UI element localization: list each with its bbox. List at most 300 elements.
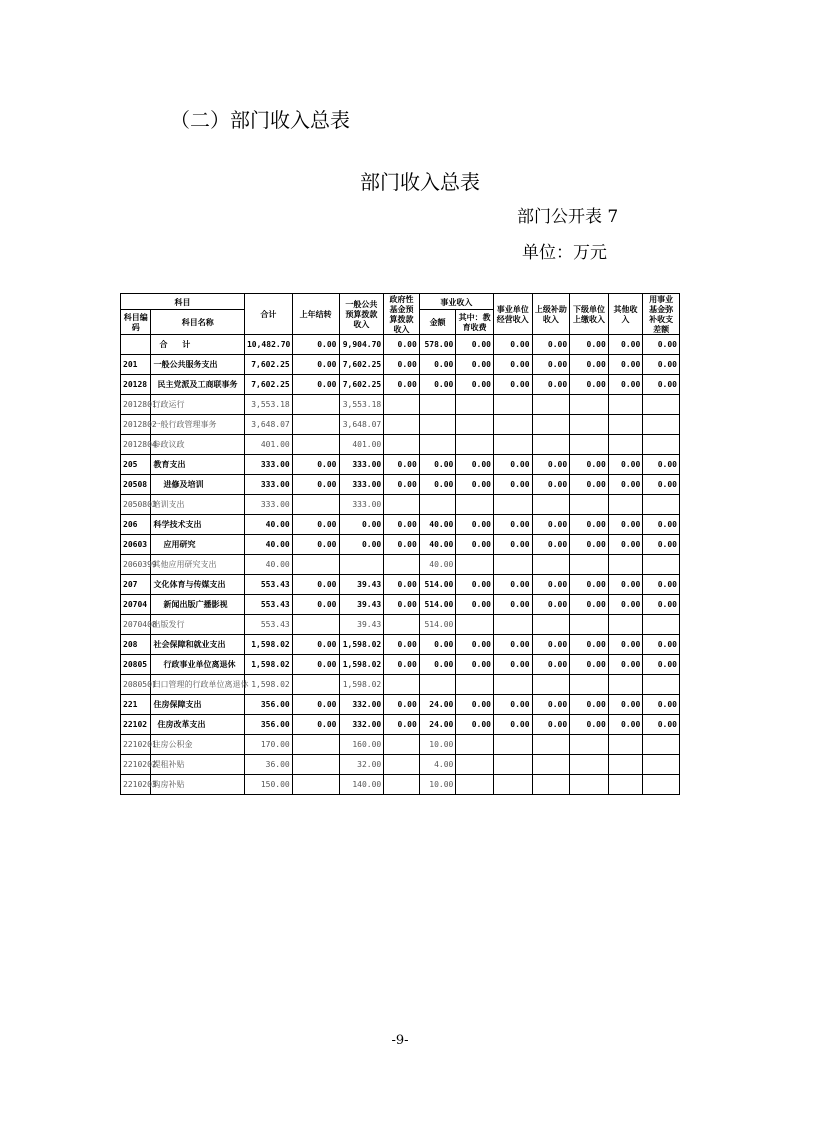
- cell-value: 0.00: [643, 635, 680, 655]
- cell-value: 0.00: [608, 355, 643, 375]
- header-subordinate: 下级单位上缴收入: [570, 294, 609, 335]
- cell-value: 24.00: [419, 715, 456, 735]
- table-row: [121, 395, 680, 415]
- header-amount: 金额: [419, 310, 456, 335]
- cell-value: 0.00: [456, 535, 494, 555]
- cell-value: 332.00: [339, 695, 384, 715]
- header-total: 合计: [244, 294, 292, 335]
- cell-value: [456, 495, 494, 515]
- cell-name: 进修及培训: [151, 475, 245, 495]
- cell-name: 科学技术支出: [151, 515, 245, 535]
- cell-value: 0.00: [643, 335, 680, 355]
- cell-value: 0.00: [570, 655, 609, 675]
- cell-value: [608, 395, 643, 415]
- cell-code: 22102: [121, 715, 151, 735]
- table-row: [121, 495, 680, 515]
- cell-value: 0.00: [532, 595, 570, 615]
- cell-value: [456, 415, 494, 435]
- cell-value: 0.00: [292, 455, 339, 475]
- cell-value: [643, 675, 680, 695]
- cell-code: 221: [121, 695, 151, 715]
- cell-value: [608, 495, 643, 515]
- cell-value: [570, 435, 609, 455]
- table-row: [121, 775, 680, 795]
- cell-code: 20704: [121, 595, 151, 615]
- cell-value: [643, 435, 680, 455]
- header-operating: 事业单位经营收入: [493, 294, 532, 335]
- cell-value: 0.00: [456, 635, 494, 655]
- cell-value: 0.00: [493, 375, 532, 395]
- cell-value: 0.00: [419, 375, 456, 395]
- cell-value: 1,598.02: [339, 675, 384, 695]
- cell-value: 0.00: [570, 635, 609, 655]
- cell-value: 0.00: [643, 695, 680, 715]
- cell-value: [493, 395, 532, 415]
- cell-value: 0.00: [493, 335, 532, 355]
- cell-value: [570, 495, 609, 515]
- cell-value: [493, 615, 532, 635]
- cell-name: 民主党派及工商联事务: [151, 375, 245, 395]
- table-row: [121, 455, 680, 475]
- cell-value: [456, 435, 494, 455]
- cell-value: 333.00: [339, 495, 384, 515]
- cell-value: [570, 755, 609, 775]
- cell-value: [570, 775, 609, 795]
- cell-code: 205: [121, 455, 151, 475]
- cell-value: 40.00: [419, 555, 456, 575]
- cell-value: 0.00: [493, 535, 532, 555]
- cell-code: 2080501: [121, 675, 151, 695]
- cell-name: 教育支出: [151, 455, 245, 475]
- cell-code: 2060399: [121, 555, 151, 575]
- cell-code: 2210202: [121, 755, 151, 775]
- cell-value: [384, 755, 420, 775]
- cell-value: 0.00: [419, 635, 456, 655]
- table-row: [121, 515, 680, 535]
- cell-value: [532, 395, 570, 415]
- cell-value: [384, 415, 420, 435]
- cell-value: 0.00: [570, 535, 609, 555]
- cell-value: 10,482.70: [244, 335, 292, 355]
- cell-value: 32.00: [339, 755, 384, 775]
- cell-value: 1,598.02: [244, 675, 292, 695]
- cell-value: [608, 775, 643, 795]
- cell-value: 333.00: [244, 455, 292, 475]
- cell-value: 0.00: [608, 515, 643, 535]
- cell-value: 553.43: [244, 575, 292, 595]
- cell-value: 0.00: [570, 715, 609, 735]
- cell-value: 0.00: [532, 455, 570, 475]
- cell-name: 住房改革支出: [151, 715, 245, 735]
- cell-value: [419, 395, 456, 415]
- cell-value: 0.00: [292, 375, 339, 395]
- cell-value: 0.00: [643, 655, 680, 675]
- cell-code: 2070408: [121, 615, 151, 635]
- cell-value: [532, 735, 570, 755]
- page-number: -9-: [391, 1033, 409, 1048]
- cell-value: 0.00: [292, 595, 339, 615]
- cell-value: [292, 555, 339, 575]
- cell-value: [384, 495, 420, 515]
- cell-value: 0.00: [384, 355, 420, 375]
- cell-value: 9,904.70: [339, 335, 384, 355]
- cell-value: 0.00: [384, 515, 420, 535]
- cell-value: 0.00: [384, 535, 420, 555]
- cell-value: 40.00: [419, 515, 456, 535]
- cell-value: 1,598.02: [339, 655, 384, 675]
- cell-value: [384, 395, 420, 415]
- table-row: [121, 355, 680, 375]
- cell-value: [384, 735, 420, 755]
- unit-label: 单位：万元: [522, 243, 607, 263]
- cell-value: [292, 395, 339, 415]
- cell-code: 207: [121, 575, 151, 595]
- cell-name: 一般行政管理事务: [151, 415, 245, 435]
- cell-value: [608, 755, 643, 775]
- cell-value: [456, 555, 494, 575]
- cell-value: 0.00: [384, 455, 420, 475]
- cell-value: 578.00: [419, 335, 456, 355]
- cell-value: 553.43: [244, 615, 292, 635]
- cell-value: 1,598.02: [339, 635, 384, 655]
- header-carryover: 上年结转: [292, 294, 339, 335]
- cell-value: 0.00: [643, 355, 680, 375]
- cell-value: [570, 395, 609, 415]
- cell-value: 0.00: [608, 375, 643, 395]
- cell-value: 0.00: [570, 355, 609, 375]
- cell-value: 0.00: [456, 715, 494, 735]
- cell-value: [384, 775, 420, 795]
- cell-value: 0.00: [419, 655, 456, 675]
- cell-value: 0.00: [493, 595, 532, 615]
- cell-value: 0.00: [532, 355, 570, 375]
- cell-value: 4.00: [419, 755, 456, 775]
- table-row: [121, 415, 680, 435]
- cell-value: [292, 615, 339, 635]
- cell-value: [384, 675, 420, 695]
- cell-code: [121, 335, 151, 355]
- cell-value: 3,553.18: [244, 395, 292, 415]
- cell-value: 356.00: [244, 715, 292, 735]
- cell-value: 0.00: [532, 635, 570, 655]
- cell-value: 24.00: [419, 695, 456, 715]
- header-subject: 科目: [121, 294, 245, 310]
- table-row: [121, 655, 680, 675]
- table-row: [121, 575, 680, 595]
- cell-value: 514.00: [419, 575, 456, 595]
- header-name: 科目名称: [151, 310, 245, 335]
- table-row: [121, 635, 680, 655]
- cell-value: [608, 675, 643, 695]
- cell-value: 150.00: [244, 775, 292, 795]
- cell-name: 提租补贴: [151, 755, 245, 775]
- table-row: [121, 435, 680, 455]
- cell-value: [419, 415, 456, 435]
- header-general-budget: 一般公共预算拨款收入: [339, 294, 384, 335]
- cell-value: [532, 755, 570, 775]
- cell-value: 0.00: [570, 595, 609, 615]
- cell-value: 10.00: [419, 735, 456, 755]
- cell-value: [532, 615, 570, 635]
- cell-value: 0.00: [493, 635, 532, 655]
- cell-name: 应用研究: [151, 535, 245, 555]
- cell-value: 160.00: [339, 735, 384, 755]
- cell-value: 0.00: [456, 375, 494, 395]
- cell-value: [608, 615, 643, 635]
- cell-value: 39.43: [339, 615, 384, 635]
- cell-value: 333.00: [339, 455, 384, 475]
- cell-value: 0.00: [493, 455, 532, 475]
- cell-value: 0.00: [643, 715, 680, 735]
- cell-value: [532, 775, 570, 795]
- cell-value: 514.00: [419, 615, 456, 635]
- cell-value: 0.00: [643, 455, 680, 475]
- cell-value: 140.00: [339, 775, 384, 795]
- cell-value: [339, 555, 384, 575]
- cell-value: 1,598.02: [244, 655, 292, 675]
- cell-value: 0.00: [608, 695, 643, 715]
- cell-value: [493, 775, 532, 795]
- cell-value: [292, 495, 339, 515]
- header-gov-fund: 政府性基金预算拨款收入: [384, 294, 420, 335]
- cell-value: 0.00: [292, 655, 339, 675]
- cell-value: [643, 555, 680, 575]
- cell-value: [643, 775, 680, 795]
- cell-value: 0.00: [570, 575, 609, 595]
- cell-name: 归口管理的行政单位离退休: [151, 675, 245, 695]
- cell-name: 住房保障支出: [151, 695, 245, 715]
- cell-value: 0.00: [493, 715, 532, 735]
- cell-value: 0.00: [493, 355, 532, 375]
- cell-value: [570, 615, 609, 635]
- table-row: [121, 475, 680, 495]
- cell-value: 0.00: [570, 375, 609, 395]
- cell-code: 2012802: [121, 415, 151, 435]
- cell-value: 0.00: [456, 695, 494, 715]
- cell-value: [643, 415, 680, 435]
- cell-value: 0.00: [339, 535, 384, 555]
- cell-value: 0.00: [292, 635, 339, 655]
- table-row: [121, 555, 680, 575]
- cell-value: 0.00: [608, 455, 643, 475]
- cell-value: 0.00: [608, 475, 643, 495]
- cell-value: 0.00: [608, 715, 643, 735]
- section-title: （二）部门收入总表: [170, 108, 350, 132]
- cell-name: 文化体育与传媒支出: [151, 575, 245, 595]
- cell-value: 0.00: [339, 515, 384, 535]
- cell-code: 20603: [121, 535, 151, 555]
- cell-value: [493, 675, 532, 695]
- table-row: [121, 675, 680, 695]
- cell-value: 0.00: [493, 475, 532, 495]
- cell-value: [456, 735, 494, 755]
- cell-value: 0.00: [456, 355, 494, 375]
- cell-value: 0.00: [384, 635, 420, 655]
- cell-value: 0.00: [532, 715, 570, 735]
- cell-value: [493, 555, 532, 575]
- cell-value: 332.00: [339, 715, 384, 735]
- header-edu-fee: 其中：教育收费: [456, 310, 494, 335]
- cell-value: [292, 755, 339, 775]
- cell-value: [384, 615, 420, 635]
- cell-value: 0.00: [570, 695, 609, 715]
- cell-code: 206: [121, 515, 151, 535]
- cell-name: 合 计: [151, 335, 245, 355]
- cell-value: [608, 435, 643, 455]
- cell-value: [292, 775, 339, 795]
- cell-name: 行政事业单位离退休: [151, 655, 245, 675]
- cell-value: 0.00: [384, 715, 420, 735]
- cell-value: 0.00: [532, 475, 570, 495]
- cell-value: 0.00: [456, 515, 494, 535]
- cell-value: [532, 415, 570, 435]
- table-row: [121, 695, 680, 715]
- cell-name: 参政议政: [151, 435, 245, 455]
- cell-value: [456, 675, 494, 695]
- cell-value: [570, 675, 609, 695]
- cell-value: 0.00: [608, 635, 643, 655]
- cell-value: 0.00: [384, 695, 420, 715]
- cell-value: [384, 555, 420, 575]
- cell-name: 出版发行: [151, 615, 245, 635]
- cell-value: 0.00: [643, 475, 680, 495]
- cell-code: 2210203: [121, 775, 151, 795]
- cell-value: 0.00: [570, 475, 609, 495]
- cell-value: 0.00: [532, 515, 570, 535]
- cell-value: 0.00: [643, 515, 680, 535]
- cell-code: 20805: [121, 655, 151, 675]
- cell-value: 0.00: [292, 335, 339, 355]
- cell-value: [419, 675, 456, 695]
- cell-value: 36.00: [244, 755, 292, 775]
- cell-value: 0.00: [493, 695, 532, 715]
- cell-value: 0.00: [292, 535, 339, 555]
- cell-value: 40.00: [244, 555, 292, 575]
- cell-value: [570, 735, 609, 755]
- cell-value: 0.00: [292, 715, 339, 735]
- cell-value: 0.00: [384, 655, 420, 675]
- cell-value: 0.00: [643, 575, 680, 595]
- cell-value: [419, 495, 456, 515]
- cell-value: 0.00: [608, 655, 643, 675]
- cell-value: 514.00: [419, 595, 456, 615]
- cell-value: [570, 415, 609, 435]
- cell-value: 1,598.02: [244, 635, 292, 655]
- cell-value: 0.00: [493, 575, 532, 595]
- cell-value: 3,648.07: [244, 415, 292, 435]
- cell-value: 40.00: [419, 535, 456, 555]
- cell-value: [643, 615, 680, 635]
- cell-value: 0.00: [456, 455, 494, 475]
- cell-name: 一般公共服务支出: [151, 355, 245, 375]
- cell-value: 0.00: [570, 335, 609, 355]
- cell-value: 0.00: [643, 535, 680, 555]
- cell-value: 0.00: [384, 595, 420, 615]
- cell-value: 0.00: [384, 335, 420, 355]
- cell-value: 0.00: [384, 475, 420, 495]
- cell-code: 2050803: [121, 495, 151, 515]
- cell-name: 购房补贴: [151, 775, 245, 795]
- cell-value: [493, 415, 532, 435]
- cell-value: 7,602.25: [339, 375, 384, 395]
- table-row: [121, 335, 680, 355]
- cell-value: 0.00: [419, 355, 456, 375]
- cell-value: 356.00: [244, 695, 292, 715]
- cell-value: [456, 775, 494, 795]
- cell-value: 0.00: [456, 575, 494, 595]
- cell-value: 0.00: [643, 375, 680, 395]
- table-row: [121, 735, 680, 755]
- header-code: 科目编码: [121, 310, 151, 335]
- cell-value: [532, 495, 570, 515]
- cell-value: 7,602.25: [244, 355, 292, 375]
- cell-value: [570, 555, 609, 575]
- cell-value: 0.00: [456, 335, 494, 355]
- cell-value: [456, 395, 494, 415]
- header-business-income: 事业收入: [419, 294, 493, 310]
- cell-name: 行政运行: [151, 395, 245, 415]
- cell-value: [384, 435, 420, 455]
- cell-value: [493, 495, 532, 515]
- cell-value: 0.00: [419, 455, 456, 475]
- table-row: [121, 375, 680, 395]
- cell-value: 40.00: [244, 515, 292, 535]
- cell-value: 553.43: [244, 595, 292, 615]
- cell-value: 170.00: [244, 735, 292, 755]
- income-summary-table: [120, 293, 680, 795]
- cell-value: 0.00: [608, 575, 643, 595]
- cell-code: 2012801: [121, 395, 151, 415]
- cell-value: 0.00: [570, 515, 609, 535]
- cell-value: 0.00: [608, 595, 643, 615]
- cell-value: 0.00: [292, 575, 339, 595]
- cell-code: 208: [121, 635, 151, 655]
- cell-name: 培训支出: [151, 495, 245, 515]
- cell-value: 0.00: [608, 535, 643, 555]
- cell-code: 20508: [121, 475, 151, 495]
- cell-value: [493, 755, 532, 775]
- cell-value: 0.00: [570, 455, 609, 475]
- cell-value: 0.00: [643, 595, 680, 615]
- cell-value: 0.00: [608, 335, 643, 355]
- cell-value: 39.43: [339, 575, 384, 595]
- cell-value: 0.00: [292, 475, 339, 495]
- cell-value: 0.00: [292, 515, 339, 535]
- cell-value: 333.00: [244, 475, 292, 495]
- table-title: 部门收入总表: [360, 170, 480, 194]
- cell-value: 40.00: [244, 535, 292, 555]
- header-fund-balance: 用事业基金弥补收支差额: [643, 294, 680, 335]
- cell-value: [292, 435, 339, 455]
- table-row: [121, 715, 680, 735]
- cell-value: 401.00: [244, 435, 292, 455]
- cell-value: 0.00: [493, 515, 532, 535]
- cell-code: 2210201: [121, 735, 151, 755]
- cell-value: 0.00: [532, 655, 570, 675]
- cell-value: 0.00: [532, 375, 570, 395]
- cell-value: [532, 555, 570, 575]
- cell-value: [532, 435, 570, 455]
- cell-value: [493, 435, 532, 455]
- cell-value: 0.00: [384, 575, 420, 595]
- cell-code: 2012804: [121, 435, 151, 455]
- cell-value: [643, 495, 680, 515]
- cell-value: [643, 735, 680, 755]
- cell-value: 0.00: [456, 655, 494, 675]
- cell-value: 333.00: [244, 495, 292, 515]
- table-row: [121, 615, 680, 635]
- cell-value: 0.00: [493, 655, 532, 675]
